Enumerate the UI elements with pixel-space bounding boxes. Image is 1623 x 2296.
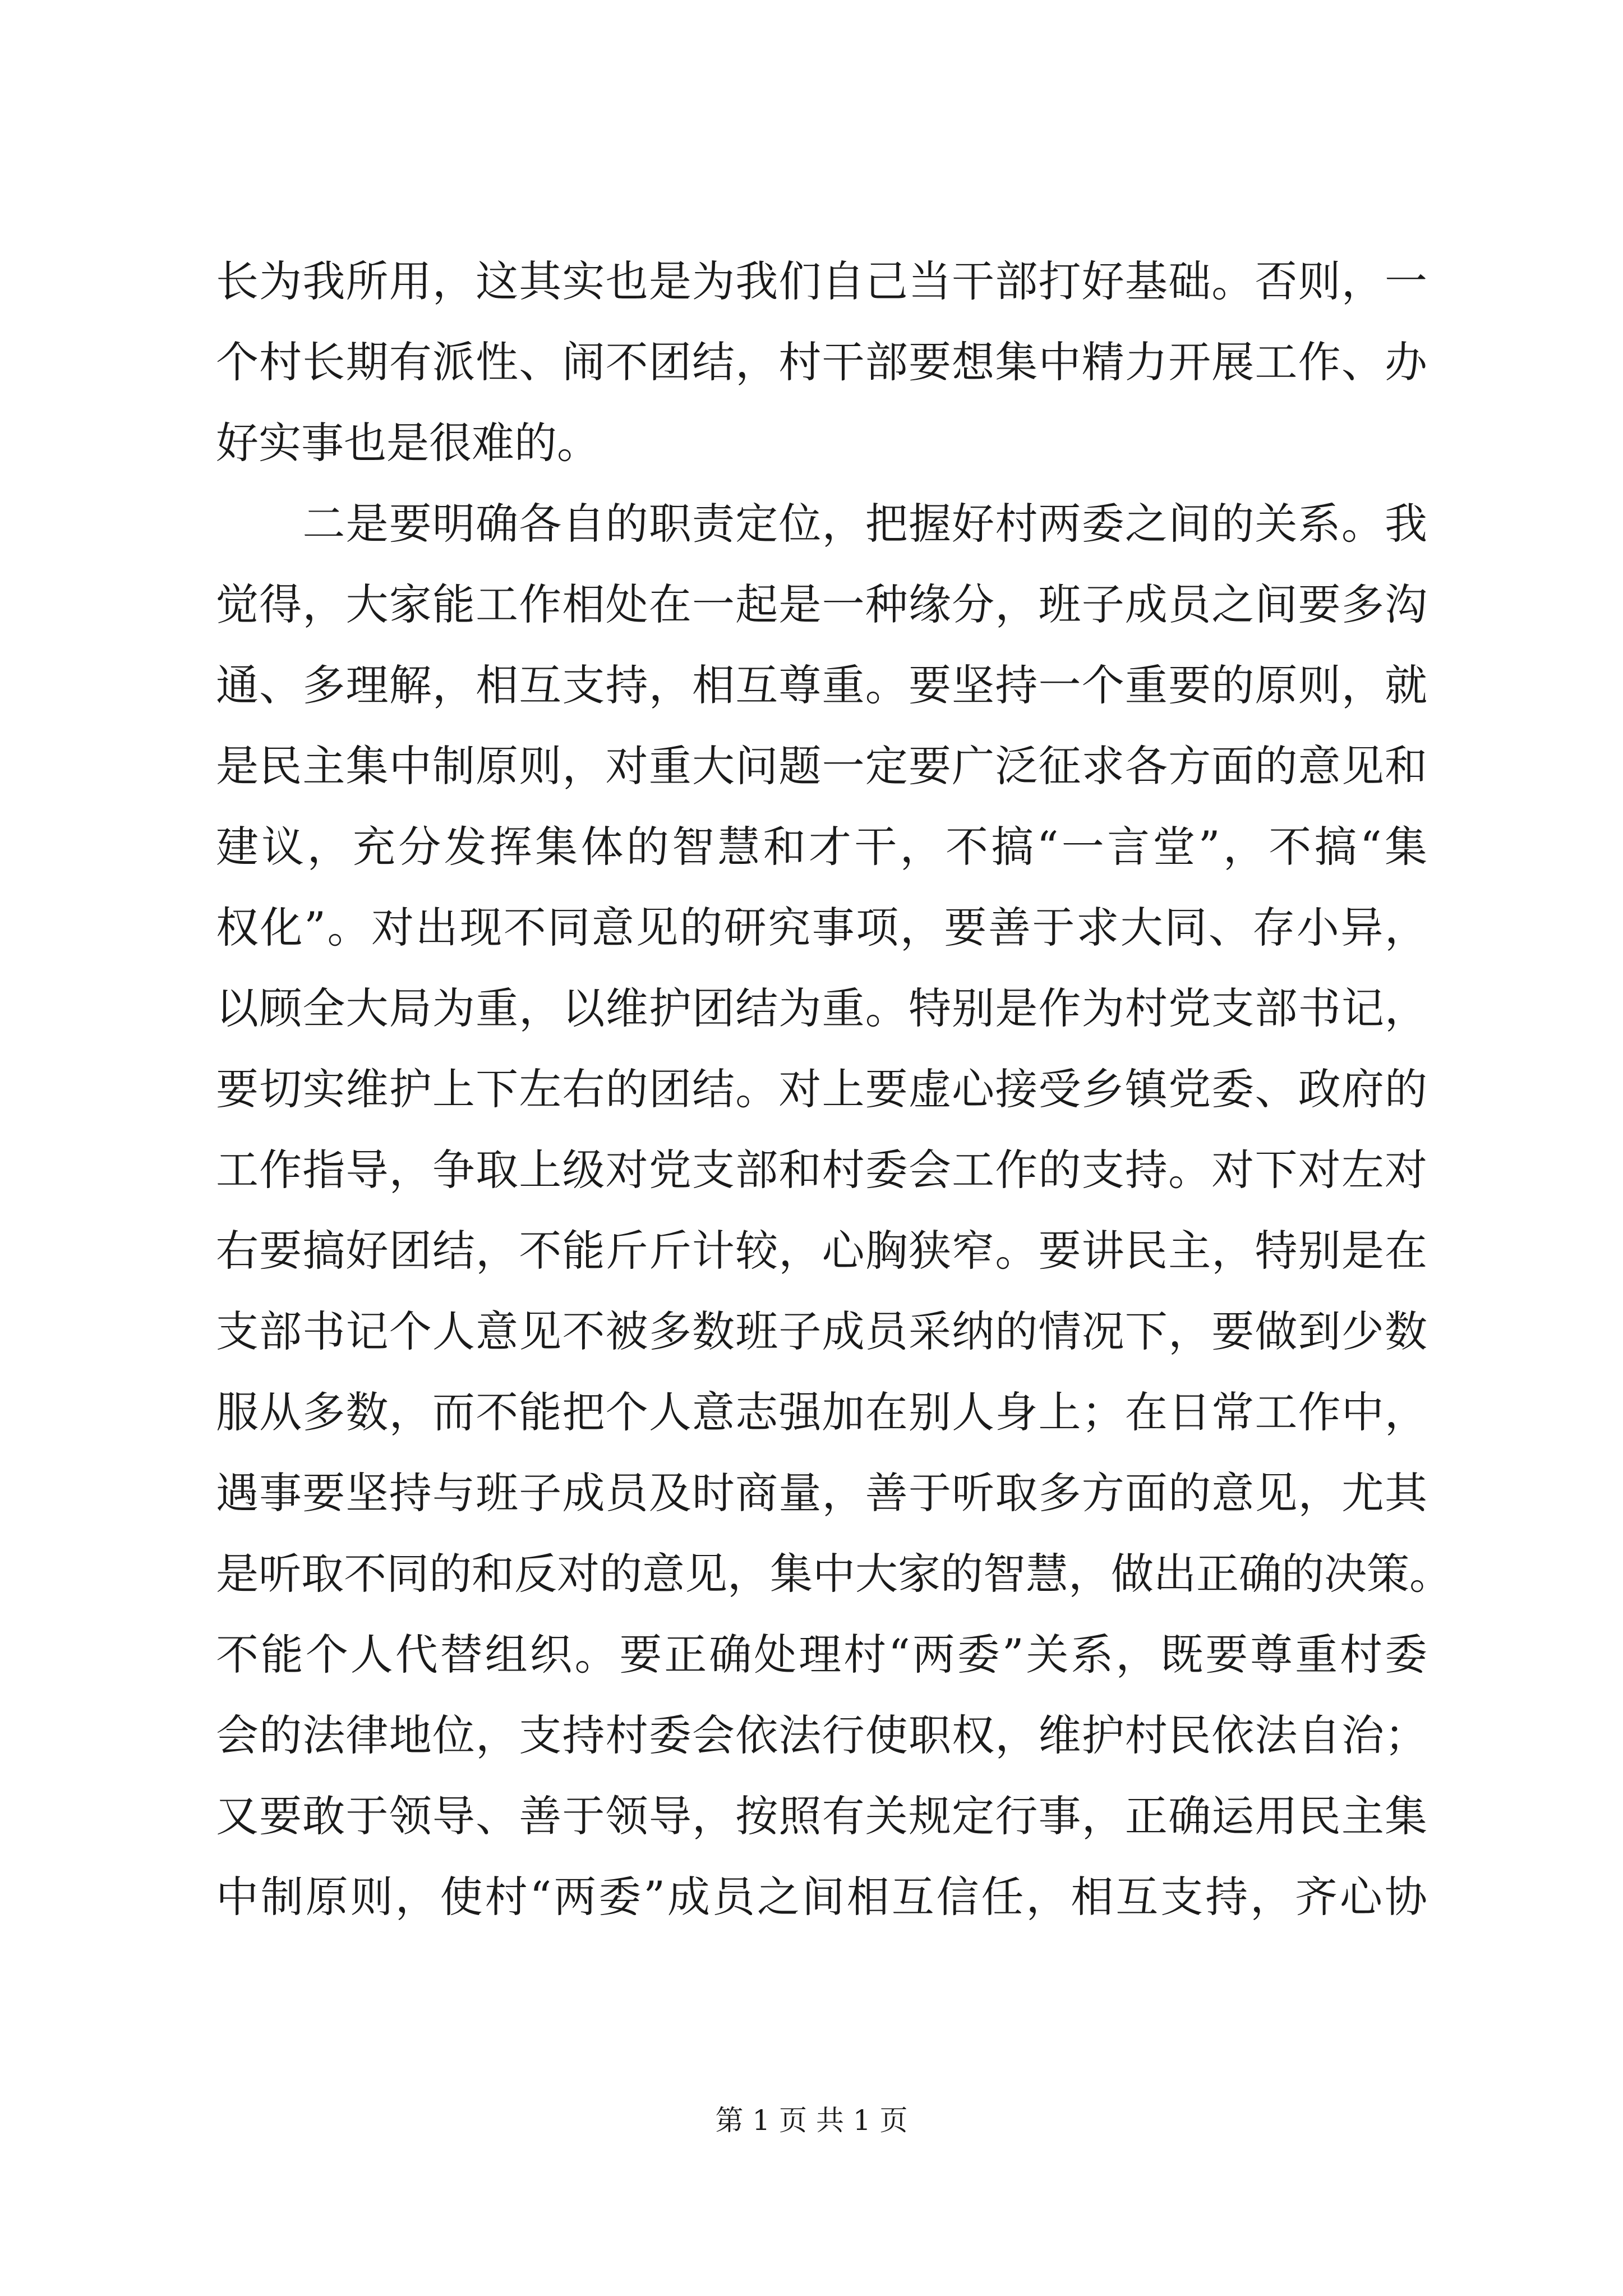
text-line: 权化”。对出现不同意见的研究事项，要善于求大同、存小异， [216,903,1427,953]
text-line: 以顾全大局为重，以维护团结为重。特别是作为村党支部书记， [216,983,1427,1033]
text-line: 遇事要坚持与班子成员及时商量，善于听取多方面的意见，尤其 [216,1468,1427,1518]
text-line: 好实事也是很难的。 [216,418,600,468]
text-line: 支部书记个人意见不被多数班子成员采纳的情况下，要做到少数 [216,1306,1427,1356]
text-line: 会的法律地位，支持村委会依法行使职权，维护村民依法自治； [216,1710,1427,1760]
text-line: 工作指导，争取上级对党支部和村委会工作的支持。对下对左对 [216,1145,1427,1195]
text-line: 是听取不同的和反对的意见，集中大家的智慧，做出正确的决策。 [216,1549,1452,1599]
text-line: 长为我所用，这其实也是为我们自己当干部打好基础。否则，一 [216,256,1427,306]
text-line: 右要搞好团结，不能斤斤计较，心胸狭窄。要讲民主，特别是在 [216,1226,1427,1276]
text-line: 通、多理解，相互支持，相互尊重。要坚持一个重要的原则，就 [216,660,1427,710]
text-line: 中制原则，使村“两委”成员之间相互信任，相互支持，齐心协 [216,1872,1427,1922]
text-line: 不能个人代替组织。要正确处理村“两委”关系，既要尊重村委 [216,1630,1427,1680]
text-line: 要切实维护上下左右的团结。对上要虚心接受乡镇党委、政府的 [216,1064,1427,1114]
page-footer: 第 1 页 共 1 页 [715,2104,908,2137]
text-line: 二是要明确各自的职责定位，把握好村两委之间的关系。我 [216,499,1427,549]
text-line: 又要敢于领导、善于领导，按照有关规定行事，正确运用民主集 [216,1791,1427,1841]
body-text [216,241,1452,1938]
text-line: 服从多数，而不能把个人意志强加在别人身上；在日常工作中， [216,1387,1427,1437]
text-line: 觉得，大家能工作相处在一起是一种缘分，班子成员之间要多沟 [216,579,1427,629]
text-line: 建议，充分发挥集体的智慧和才干，不搞“一言堂”，不搞“集 [216,822,1427,872]
text-line: 是民主集中制原则，对重大问题一定要广泛征求各方面的意见和 [216,741,1427,791]
text-line: 个村长期有派性、闹不团结，村干部要想集中精力开展工作、办 [216,337,1427,387]
